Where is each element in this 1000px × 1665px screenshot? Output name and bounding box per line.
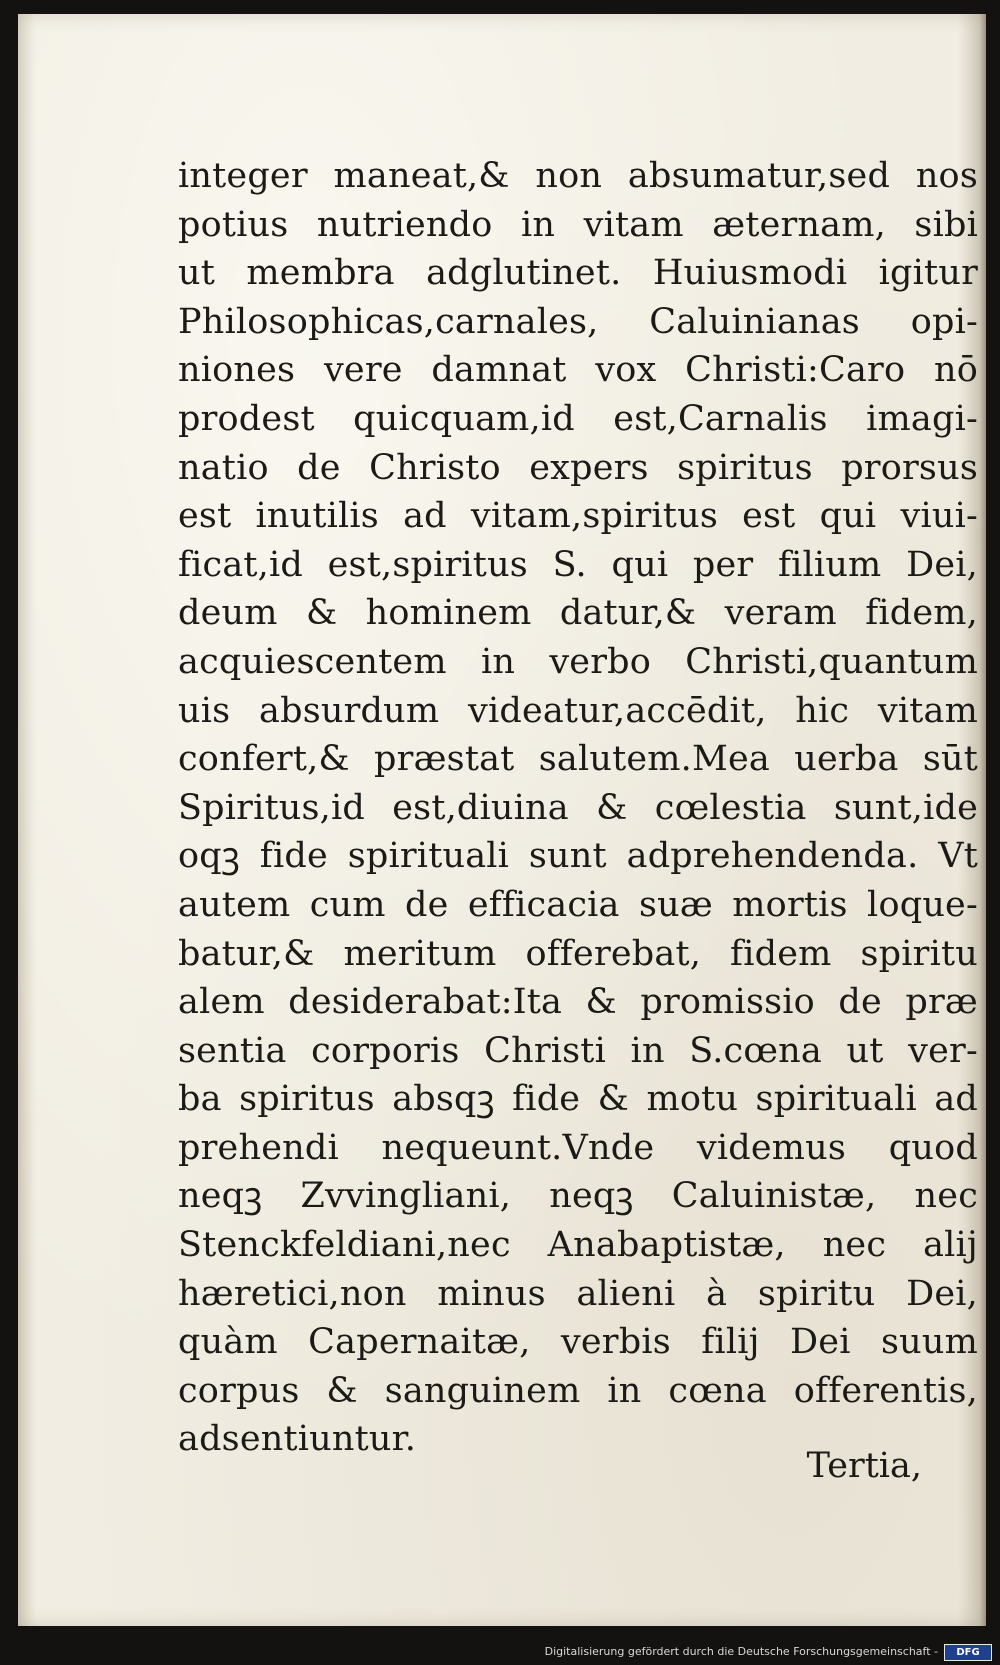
text-line: Stenckfeldiani,nec Anabaptistæ, nec alij [178,1225,978,1266]
body-text [178,152,978,1464]
text-line: ba spiritus absqꝫ fide & motu spirituali ad [178,1079,978,1120]
text-line: Philosophicas,carnales, Caluinianas opi- [178,301,978,342]
text-line: potius nutriendo in vitam æternam, sibi [178,204,978,245]
text-line: prehendi nequeunt.Vnde videmus quod [178,1127,978,1168]
text-line: ficat,id est,spiritus S. qui per filium Dei, [178,544,978,585]
text-line: Spiritus,id est,diuina & cœlestia sunt,ide [178,787,978,828]
text-line: natio de Christo expers spiritus prorsus [178,447,978,488]
text-line: niones vere damnat vox Christi:Caro nō [178,350,978,391]
text-line: alem desiderabat:Ita & promissio de præ [178,982,978,1023]
text-line: sentia corporis Christi in S.cœna ut ver- [178,1030,978,1071]
text-line: autem cum de efficacia suæ mortis loque- [178,884,978,925]
catchword: Tertia, [806,1446,922,1486]
text-line: oqꝫ fide spirituali sunt adprehendenda. Vt [178,836,978,877]
text-line: batur,& meritum offerebat, fidem spiritu [178,933,978,974]
text-line: adsentiuntur. [178,1419,417,1460]
text-line: quàm Capernaitæ, verbis filij Dei suum [178,1322,978,1363]
text-line: acquiescentem in verbo Christi,quantum [178,641,978,682]
text-line: corpus & sanguinem in cœna offerentis, [178,1370,978,1411]
text-line: uis absurdum videatur,accēdit, hic vitam [178,690,978,731]
text-line: confert,& præstat salutem.Mea uerba sūt [178,739,978,780]
text-line: est inutilis ad vitam,spiritus est qui viui- [178,496,978,537]
dfg-logo: DFG [944,1644,992,1661]
digitization-credit: Digitalisierung gefördert durch die Deutsche Forschungsgemeinschaft - [544,1645,938,1658]
text-line: deum & hominem datur,& veram fidem, [178,593,978,634]
book-page [18,14,986,1626]
text-line: prodest quicquam,id est,Carnalis imagi- [178,398,978,439]
text-line: hæretici,non minus alieni à spiritu Dei, [178,1273,978,1314]
page-edge-shadow [980,14,986,1626]
text-line: integer maneat,& non absumatur,sed nos [178,156,978,196]
text-line: neqꝫ Zvvingliani, neqꝫ Caluinistæ, nec [178,1176,978,1217]
text-line: ut membra adglutinet. Huiusmodi igitur [178,253,978,294]
